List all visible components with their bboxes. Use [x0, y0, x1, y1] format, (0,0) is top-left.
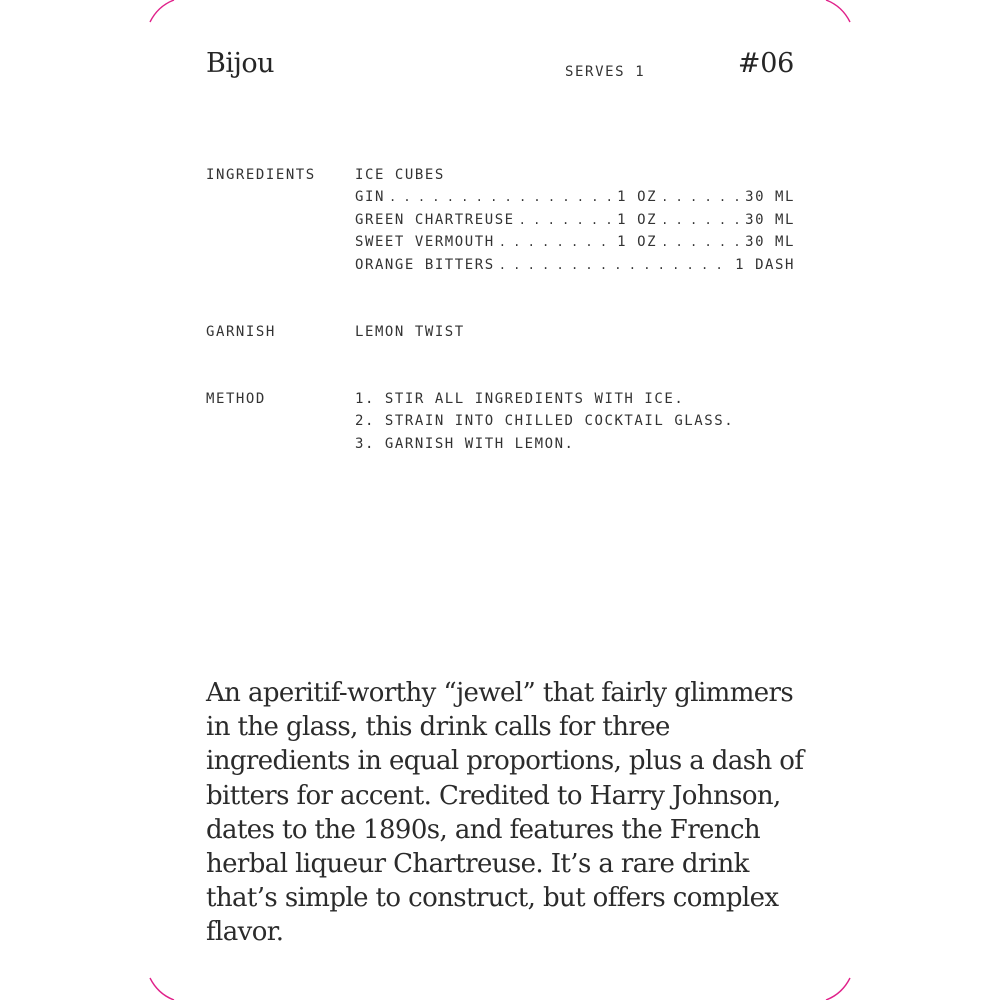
method-label: METHOD	[206, 391, 266, 407]
ingredient-ml: 30 ML	[745, 189, 795, 206]
recipe-number: #06	[737, 48, 794, 79]
corner-mark-bottom-left	[150, 978, 174, 1000]
dot-leader	[389, 186, 613, 208]
ingredient-oz: 1 OZ	[617, 234, 658, 251]
ingredients-label: INGREDIENTS	[206, 167, 316, 183]
ingredient-oz: 1 OZ	[617, 189, 658, 206]
recipe-title: Bijou	[206, 48, 274, 79]
ingredient-name: GIN	[355, 189, 385, 206]
dot-leader	[661, 186, 741, 208]
serves-count: SERVES 1	[565, 64, 646, 80]
recipe-description: An aperitif-worthy “jewel” that fairly glimmers in the glass, this drink calls for three ingredients in equal proportions, plus a dash of bitters for accent. Credited to Harry Johnson, dates to the 1890s, and features the French herbal liqueur Chartreuse. It’s a rare drink that’s simple to construct, but offers complex flavor.	[206, 678, 804, 948]
method-step: 3. GARNISH WITH LEMON.	[355, 435, 575, 452]
corner-mark-top-left	[150, 0, 174, 22]
dot-leader	[519, 209, 614, 231]
dot-leader	[499, 254, 731, 276]
ingredient-item	[355, 164, 795, 186]
ingredient-item	[355, 231, 795, 253]
method-step: 1. STIR ALL INGREDIENTS WITH ICE.	[355, 391, 685, 407]
garnish-value: LEMON TWIST	[355, 324, 465, 340]
ingredient-name: ORANGE BITTERS	[355, 256, 495, 273]
ingredient-oz: 1 OZ	[617, 211, 658, 228]
method-steps	[355, 388, 795, 455]
ingredient-ml: 30 ML	[745, 234, 795, 251]
corner-mark-top-right	[826, 0, 850, 22]
ingredient-item	[355, 186, 795, 208]
ingredient-name: SWEET VERMOUTH	[355, 234, 495, 251]
ingredient-amount: 1 DASH	[735, 256, 795, 273]
corner-mark-bottom-right	[826, 978, 850, 1000]
method-step: 2. STRAIN INTO CHILLED COCKTAIL GLASS.	[355, 413, 735, 430]
dot-leader	[661, 209, 741, 231]
ingredient-name: GREEN CHARTREUSE	[355, 211, 515, 228]
dot-leader	[499, 231, 613, 253]
ingredient-item	[355, 254, 795, 276]
dot-leader	[661, 231, 741, 253]
ingredient-item	[355, 209, 795, 231]
garnish-label: GARNISH	[206, 324, 276, 340]
ingredients-list	[355, 164, 795, 276]
ingredient-ml: 30 ML	[745, 211, 795, 228]
ingredient-name: ICE CUBES	[355, 167, 445, 183]
